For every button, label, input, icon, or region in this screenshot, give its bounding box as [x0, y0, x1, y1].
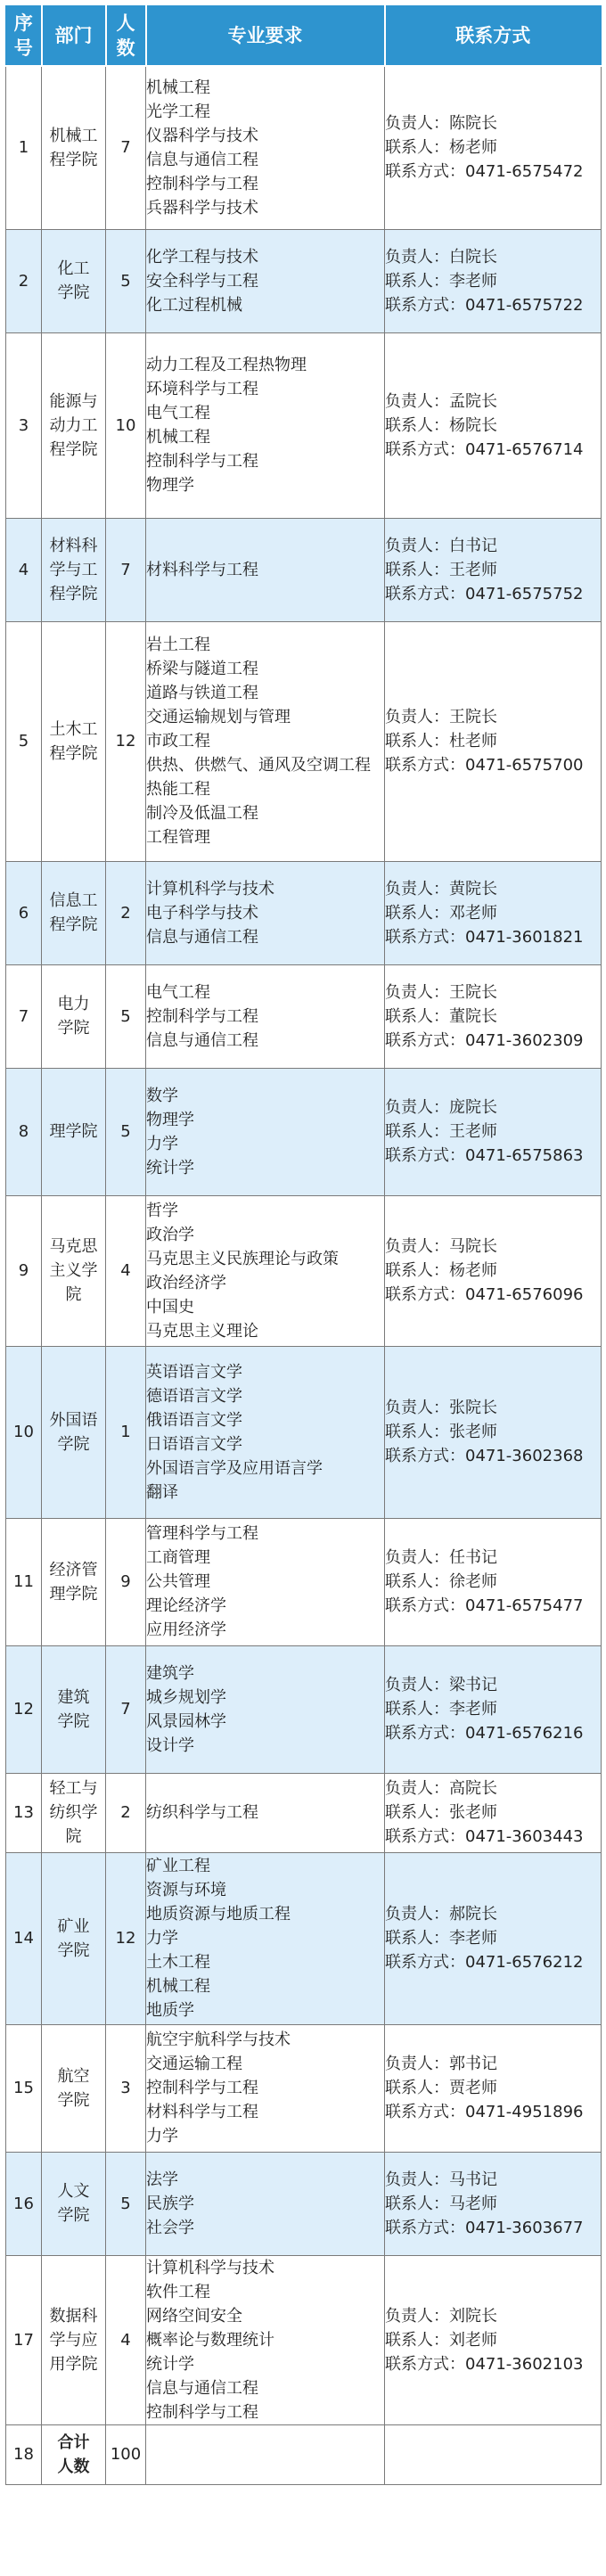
major-item: 工程管理 [146, 828, 210, 847]
row-number: 7 [6, 964, 42, 1068]
department-line: 程学院 [49, 743, 98, 763]
table-row [6, 1068, 602, 1195]
row-number: 8 [6, 1068, 42, 1195]
total-label [42, 2424, 106, 2484]
row-number: 2 [6, 229, 42, 332]
table-row [6, 1195, 602, 1346]
major-item: 道路与铁道工程 [146, 684, 258, 702]
contact-info [385, 1195, 602, 1346]
contact-line: 负责人：刘院长 [385, 2306, 497, 2326]
department-line: 学与工 [49, 560, 98, 579]
contact-line: 联系方式：0471-4951896 [385, 2103, 584, 2121]
major-item: 电子科学与技术 [146, 903, 258, 923]
department-line: 数据科 [49, 2306, 98, 2326]
major-item: 岩土工程 [146, 636, 210, 654]
major-requirements [146, 861, 385, 964]
major-item: 交通运输规划与管理 [146, 708, 291, 726]
contact-line: 联系方式：0471-6576096 [385, 1285, 584, 1304]
headcount: 12 [106, 621, 146, 861]
header-num: 人 数 [106, 4, 146, 66]
contact-line: 联系人：李老师 [385, 1929, 497, 1948]
contact-line: 联系方式：0471-6576216 [385, 1724, 584, 1743]
department-line: 机械工 [49, 126, 98, 145]
major-item: 设计学 [146, 1735, 194, 1755]
major-item: 光学工程 [146, 102, 210, 121]
row-number: 4 [6, 518, 42, 621]
contact-line: 联系人：杨老师 [385, 1261, 497, 1280]
contact-line: 联系方式：0471-3601821 [385, 927, 584, 947]
department-line: 学院 [57, 1434, 90, 1454]
major-requirements [146, 66, 385, 229]
major-item: 法学 [146, 2170, 178, 2189]
major-item: 风景园林学 [146, 1711, 226, 1731]
major-item: 力学 [146, 1134, 178, 1153]
major-requirements [146, 2255, 385, 2424]
department-name [42, 1773, 106, 1852]
table-row [6, 1773, 602, 1852]
major-item: 物理学 [146, 1110, 194, 1129]
major-item: 控制科学与工程 [146, 2079, 258, 2097]
headcount: 4 [106, 1195, 146, 1346]
major-item: 纺织科学与工程 [146, 1803, 258, 1822]
major-item: 机械工程 [146, 1977, 210, 1996]
department-name [42, 332, 106, 518]
contact-line: 联系方式：0471-6575752 [385, 584, 584, 603]
major-requirements [146, 1518, 385, 1645]
major-item: 桥梁与隧道工程 [146, 660, 258, 678]
major-item: 安全科学与工程 [146, 271, 258, 291]
major-item: 交通运输工程 [146, 2055, 242, 2073]
contact-line: 联系人：王老师 [385, 1122, 497, 1141]
major-item: 工商管理 [146, 1548, 210, 1567]
contact-line: 联系方式：0471-6576212 [385, 1953, 584, 1972]
row-number: 13 [6, 1773, 42, 1852]
total-label-line: 合计 [57, 2432, 90, 2452]
row-number: 12 [6, 1645, 42, 1773]
row-number: 5 [6, 621, 42, 861]
row-number: 9 [6, 1195, 42, 1346]
row-number: 11 [6, 1518, 42, 1645]
headcount: 7 [106, 1645, 146, 1773]
major-item: 力学 [146, 2127, 178, 2145]
major-requirements [146, 2152, 385, 2255]
contact-line: 负责人：梁书记 [385, 1676, 497, 1694]
department-line: 轻工与 [49, 1779, 98, 1798]
headcount: 3 [106, 2024, 146, 2152]
header-row [6, 4, 602, 66]
department-name [42, 1852, 106, 2024]
department-line: 用学院 [49, 2354, 98, 2374]
headcount: 5 [106, 1068, 146, 1195]
major-item: 中国史 [146, 1297, 194, 1317]
department-line: 院 [65, 1285, 82, 1304]
major-item: 概率论与数理统计 [146, 2330, 274, 2350]
empty-cell [146, 2424, 385, 2484]
department-name [42, 518, 106, 621]
department-line: 程学院 [49, 584, 98, 603]
contact-line: 联系人：杜老师 [385, 732, 497, 751]
major-item: 信息与通信工程 [146, 150, 258, 169]
major-item: 信息与通信工程 [146, 2378, 258, 2398]
table-row [6, 332, 602, 518]
major-requirements [146, 2024, 385, 2152]
contact-line: 负责人：马书记 [385, 2170, 497, 2189]
major-item: 信息与通信工程 [146, 1030, 258, 1050]
headcount: 10 [106, 332, 146, 518]
department-line: 程学院 [49, 915, 98, 934]
department-name [42, 1195, 106, 1346]
headcount: 5 [106, 229, 146, 332]
department-line: 学院 [57, 283, 90, 302]
contact-line: 联系人：王老师 [385, 560, 497, 579]
major-item: 仪器科学与技术 [146, 126, 258, 145]
contact-line: 负责人：郝院长 [385, 1905, 497, 1924]
major-item: 地质资源与地质工程 [146, 1905, 291, 1924]
major-item: 计算机科学与技术 [146, 2258, 274, 2277]
major-item: 民族学 [146, 2194, 194, 2213]
table-row [6, 1346, 602, 1518]
row-number: 17 [6, 2255, 42, 2424]
department-name [42, 229, 106, 332]
major-item: 政治经济学 [146, 1273, 226, 1292]
department-line: 材料科 [49, 536, 98, 555]
contact-line: 联系方式：0471-3602368 [385, 1447, 584, 1465]
department-line: 土木工 [49, 719, 98, 739]
row-number: 18 [6, 2424, 42, 2484]
contact-line: 联系人：马老师 [385, 2194, 497, 2213]
contact-info [385, 2024, 602, 2152]
table-row [6, 621, 602, 861]
major-item: 供热、供燃气、通风及空调工程 [146, 756, 371, 775]
major-requirements [146, 1852, 385, 2024]
table-row [6, 1645, 602, 1773]
table-row [6, 964, 602, 1068]
department-line: 院 [65, 1827, 82, 1846]
contact-line: 联系人：杨老师 [385, 138, 497, 158]
department-line: 经济管 [49, 1560, 98, 1579]
major-item: 化工过程机械 [146, 295, 242, 315]
department-name [42, 2255, 106, 2424]
contact-info [385, 621, 602, 861]
department-line: 学院 [57, 2090, 90, 2110]
major-item: 理论经济学 [146, 1596, 226, 1615]
recruitment-table [5, 4, 602, 2485]
contact-line: 联系方式：0471-6575700 [385, 756, 584, 775]
contact-line: 负责人：庞院长 [385, 1098, 497, 1117]
contact-line: 负责人：任书记 [385, 1548, 497, 1567]
major-requirements [146, 1773, 385, 1852]
contact-line: 负责人：马院长 [385, 1237, 497, 1256]
contact-info [385, 332, 602, 518]
department-line: 学与应 [49, 2330, 98, 2350]
contact-info [385, 861, 602, 964]
major-item: 资源与环境 [146, 1881, 226, 1899]
contact-line: 负责人：王院长 [385, 708, 497, 726]
major-requirements [146, 1645, 385, 1773]
total-row [6, 2424, 602, 2484]
department-name [42, 621, 106, 861]
major-item: 马克思主义理论 [146, 1321, 258, 1341]
department-line: 信息工 [49, 891, 98, 910]
contact-line: 负责人：王院长 [385, 982, 497, 1002]
major-item: 市政工程 [146, 732, 210, 751]
major-item: 控制科学与工程 [146, 2402, 258, 2422]
contact-line: 联系方式：0471-3602309 [385, 1030, 584, 1050]
major-item: 德语语言文学 [146, 1386, 242, 1406]
contact-line: 联系人：贾老师 [385, 2079, 497, 2097]
contact-info [385, 2255, 602, 2424]
contact-line: 联系方式：0471-6575722 [385, 295, 584, 315]
row-number: 14 [6, 1852, 42, 2024]
contact-line: 负责人：陈院长 [385, 114, 497, 134]
row-number: 15 [6, 2024, 42, 2152]
department-line: 马克思 [49, 1237, 98, 1256]
contact-line: 负责人：白书记 [385, 536, 497, 555]
contact-line: 负责人：高院长 [385, 1779, 497, 1798]
major-item: 软件工程 [146, 2282, 210, 2301]
major-item: 外国语言学及应用语言学 [146, 1458, 323, 1478]
major-item: 控制科学与工程 [146, 174, 258, 193]
major-item: 材料科学与工程 [146, 560, 258, 579]
contact-line: 负责人：孟院长 [385, 391, 497, 411]
major-item: 马克思主义民族理论与政策 [146, 1249, 339, 1268]
major-item: 统计学 [146, 2354, 194, 2374]
major-requirements [146, 229, 385, 332]
department-name [42, 66, 106, 229]
headcount: 1 [106, 1346, 146, 1518]
major-item: 动力工程及工程热物理 [146, 356, 307, 374]
table-row [6, 2255, 602, 2424]
department-name [42, 2152, 106, 2255]
department-line: 程学院 [49, 150, 98, 169]
department-name [42, 861, 106, 964]
headcount: 7 [106, 66, 146, 229]
contact-line: 负责人：张院长 [385, 1399, 497, 1417]
department-line: 理学院 [49, 1584, 98, 1604]
major-item: 应用经济学 [146, 1620, 226, 1639]
contact-line: 联系方式：0471-6575863 [385, 1146, 584, 1165]
department-name [42, 1068, 106, 1195]
major-requirements [146, 1068, 385, 1195]
contact-line: 联系人：杨院长 [385, 415, 497, 435]
department-line: 学院 [57, 2206, 90, 2225]
major-item: 兵器科学与技术 [146, 198, 258, 217]
row-number: 10 [6, 1346, 42, 1518]
row-number: 3 [6, 332, 42, 518]
major-item: 政治学 [146, 1225, 194, 1244]
department-line: 学院 [57, 1019, 90, 1038]
total-label-line: 人数 [57, 2457, 90, 2476]
total-headcount: 100 [106, 2424, 146, 2484]
contact-line: 负责人：郭书记 [385, 2055, 497, 2073]
major-item: 英语语言文学 [146, 1362, 242, 1382]
header-contact: 联系方式 [385, 4, 602, 66]
table-row [6, 1518, 602, 1645]
major-item: 统计学 [146, 1158, 194, 1177]
contact-line: 联系人：张老师 [385, 1803, 497, 1822]
major-item: 环境科学与工程 [146, 380, 258, 398]
major-item: 化学工程与技术 [146, 247, 258, 267]
major-item: 热能工程 [146, 780, 210, 799]
headcount: 7 [106, 518, 146, 621]
major-item: 制冷及低温工程 [146, 804, 258, 823]
major-item: 网络空间安全 [146, 2306, 242, 2326]
major-item: 机械工程 [146, 428, 210, 447]
contact-info [385, 1645, 602, 1773]
major-item: 哲学 [146, 1201, 178, 1220]
major-item: 社会学 [146, 2218, 194, 2237]
contact-line: 联系方式：0471-3602103 [385, 2354, 584, 2374]
department-line: 动力工 [49, 415, 98, 435]
row-number: 16 [6, 2152, 42, 2255]
headcount: 2 [106, 1773, 146, 1852]
department-name [42, 1346, 106, 1518]
headcount: 5 [106, 964, 146, 1068]
contact-line: 联系人：李老师 [385, 271, 497, 291]
header-no: 序 号 [6, 4, 42, 66]
table-row [6, 229, 602, 332]
contact-info [385, 964, 602, 1068]
department-name [42, 1645, 106, 1773]
department-line: 能源与 [49, 391, 98, 411]
major-item: 控制科学与工程 [146, 452, 258, 471]
major-item: 控制科学与工程 [146, 1006, 258, 1026]
major-item: 电气工程 [146, 982, 210, 1002]
department-line: 外国语 [49, 1410, 98, 1430]
major-item: 管理科学与工程 [146, 1524, 258, 1543]
department-line: 人文 [57, 2182, 90, 2201]
table-row [6, 1852, 602, 2024]
major-item: 翻译 [146, 1482, 178, 1502]
department-line: 程学院 [49, 439, 98, 459]
major-item: 机械工程 [146, 78, 210, 97]
major-requirements [146, 1195, 385, 1346]
contact-info [385, 1346, 602, 1518]
major-item: 信息与通信工程 [146, 927, 258, 947]
contact-line: 联系方式：0471-6576714 [385, 439, 584, 459]
contact-info [385, 2152, 602, 2255]
row-number: 1 [6, 66, 42, 229]
major-requirements [146, 518, 385, 621]
department-line: 理学院 [49, 1122, 98, 1141]
headcount: 4 [106, 2255, 146, 2424]
department-line: 化工 [57, 259, 90, 278]
department-name [42, 2024, 106, 2152]
major-item: 物理学 [146, 476, 194, 495]
contact-line: 联系人：张老师 [385, 1423, 497, 1441]
department-line: 学院 [57, 1940, 90, 1960]
table-row [6, 66, 602, 229]
empty-cell [385, 2424, 602, 2484]
contact-info [385, 229, 602, 332]
contact-line: 负责人：白院长 [385, 247, 497, 267]
major-item: 计算机科学与技术 [146, 879, 274, 898]
major-item: 城乡规划学 [146, 1687, 226, 1707]
contact-line: 联系人：李老师 [385, 1700, 497, 1719]
major-item: 电气工程 [146, 404, 210, 422]
row-number: 6 [6, 861, 42, 964]
contact-info [385, 1852, 602, 2024]
contact-line: 联系人：董院长 [385, 1006, 497, 1026]
major-item: 力学 [146, 1929, 178, 1948]
contact-line: 联系方式：0471-6575477 [385, 1596, 584, 1615]
header-dept: 部门 [42, 4, 106, 66]
contact-line: 联系方式：0471-3603443 [385, 1827, 584, 1846]
department-line: 主义学 [49, 1261, 98, 1280]
contact-info [385, 518, 602, 621]
department-name [42, 1518, 106, 1645]
major-requirements [146, 964, 385, 1068]
headcount: 5 [106, 2152, 146, 2255]
contact-line: 联系人：徐老师 [385, 1572, 497, 1591]
department-line: 建筑 [57, 1687, 90, 1707]
header-majors: 专业要求 [146, 4, 385, 66]
department-line: 纺织学 [49, 1803, 98, 1822]
contact-line: 联系方式：0471-6575472 [385, 162, 584, 182]
table-body [6, 66, 602, 2484]
table-row [6, 2152, 602, 2255]
major-item: 俄语语言文学 [146, 1410, 242, 1430]
contact-line: 联系方式：0471-3603677 [385, 2218, 584, 2237]
contact-info [385, 1773, 602, 1852]
headcount: 9 [106, 1518, 146, 1645]
major-item: 矿业工程 [146, 1857, 210, 1875]
contact-info [385, 66, 602, 229]
table-row [6, 861, 602, 964]
department-line: 学院 [57, 1711, 90, 1731]
table-row [6, 2024, 602, 2152]
headcount: 2 [106, 861, 146, 964]
major-item: 地质学 [146, 2001, 194, 2020]
major-item: 航空宇航科学与技术 [146, 2030, 291, 2049]
major-item: 数学 [146, 1086, 178, 1105]
major-item: 建筑学 [146, 1663, 194, 1683]
major-requirements [146, 1346, 385, 1518]
contact-line: 负责人：黄院长 [385, 879, 497, 898]
major-item: 日语语言文学 [146, 1434, 242, 1454]
headcount: 12 [106, 1852, 146, 2024]
department-line: 电力 [57, 995, 90, 1013]
contact-line: 联系人：邓老师 [385, 903, 497, 923]
major-requirements [146, 332, 385, 518]
contact-info [385, 1068, 602, 1195]
contact-line: 联系人：刘老师 [385, 2330, 497, 2350]
department-line: 航空 [57, 2066, 90, 2086]
department-name [42, 964, 106, 1068]
table-row [6, 518, 602, 621]
major-item: 公共管理 [146, 1572, 210, 1591]
major-item: 土木工程 [146, 1953, 210, 1972]
department-line: 矿业 [57, 1916, 90, 1936]
contact-info [385, 1518, 602, 1645]
major-requirements [146, 621, 385, 861]
major-item: 材料科学与工程 [146, 2103, 258, 2121]
